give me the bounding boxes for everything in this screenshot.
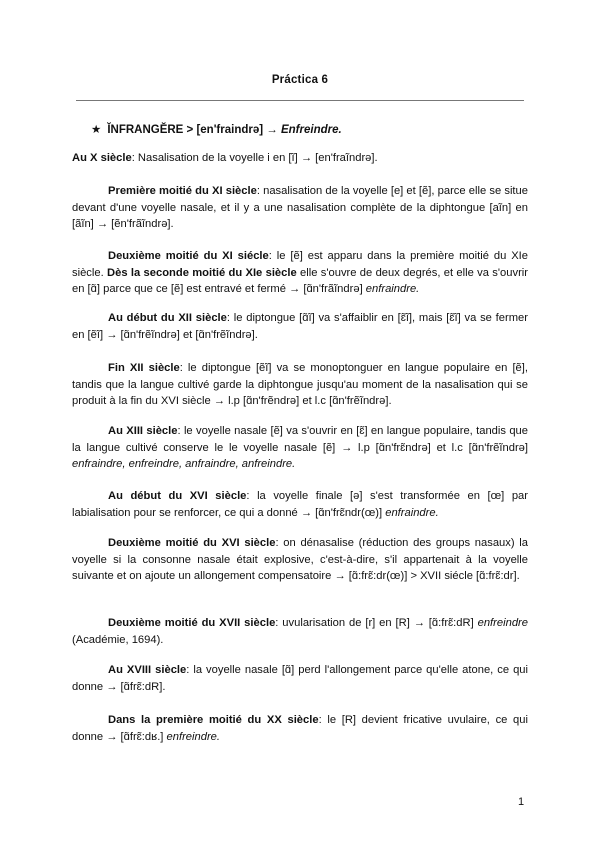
period-label: Au XVIII siècle bbox=[108, 664, 187, 676]
period-label: Au X siècle bbox=[72, 152, 132, 164]
heading-italic: Enfreindre. bbox=[280, 124, 342, 136]
period-label: Au XIII siècle bbox=[108, 425, 178, 437]
paragraph-11 bbox=[72, 712, 528, 745]
period-label: Au début du XII siècle bbox=[108, 312, 227, 324]
italic-form: enfraindre. bbox=[365, 283, 420, 296]
paragraph-text: : uvularisation de [r] en [R] → [ɑ̃:frɛ̃:dR] bbox=[275, 617, 478, 629]
paragraph-tail: (Académie, 1694). bbox=[72, 633, 164, 646]
period-label: Fin XII siècle bbox=[108, 362, 180, 374]
paragraph-text: : le diptongue [ẽĩ] va se monoptonguer en langue populaire en [ẽ], tandis que la langue cultivé garde la diphtongue jusqu'au moment de la nasalisation qui se produit à la fin du XVI siècle → l.p [ɑ̃n'frẽndrə] et l.c [ɑ̃n'frẽĩndrə]. bbox=[72, 362, 528, 408]
paragraph-text: : nasalisation de la voyelle [e] et [ẽ], parce elle se situe devant d'une voyelle nasale, et il y a une nasalisation complète de la diphtongue [aĩn] en [ãĩn] → [ẽn'frãĩndrə]. bbox=[72, 185, 528, 231]
paragraph-text: : on dénasalise (réduction des groups nasaux) la voyelle si la consonne nasale était explosive, c'est-à-dire, s'il appartenait à la voyelle suivante et on ajoute un allongement compensatoire → [ɑ̃:frɛ̃:dr(œ)] > XVII siécle [ɑ̃:frɛ̃:dr]. bbox=[72, 537, 528, 583]
period-label: Deuxième moitié du XVII siècle bbox=[108, 617, 276, 629]
paragraph-text: : la voyelle finale [ə] s'est transformée en [œ] par labialisation pour se renforcer, ce qui a donné → [ɑ̃n'frɛ̃ndr(œ)] bbox=[72, 490, 528, 519]
paragraph-text: : le [R] devient fricative uvulaire, ce qui donne → [ɑ̃frɛ̃:dʁ.] bbox=[72, 714, 528, 743]
paragraph-5 bbox=[72, 360, 528, 410]
star-bullet-icon: ★ bbox=[91, 124, 102, 136]
paragraph-4 bbox=[72, 310, 528, 343]
period-label: Au début du XVI siècle bbox=[108, 490, 247, 502]
italic-form: enfreindre. bbox=[166, 730, 221, 743]
page-title: Práctica 6 bbox=[271, 74, 329, 86]
paragraph-1 bbox=[72, 150, 528, 167]
paragraph-text-2: elle s'ouvre de deux degrés, et elle va s'ouvrir en [ɑ̃] parce que ce [ẽ] est entravé et fermé → [ɑ̃n'frãĩndrə] bbox=[72, 266, 529, 296]
paragraph-2 bbox=[72, 183, 528, 233]
paragraph-text: : Nasalisation de la voyelle i en [ĩ] → [en'fraĩndrə]. bbox=[131, 152, 378, 164]
paragraph-7 bbox=[72, 488, 528, 521]
paragraph-text: : la voyelle nasale [ɑ̃] perd l'allongement parce qu'elle atone, ce qui donne → [ɑ̃frɛ̃:dR]. bbox=[72, 664, 528, 693]
period-label: Première moitié du XI siècle bbox=[108, 185, 257, 197]
paragraph-text: : le diptongue [ɑ̃ĩ] va s'affaiblir en [ɛ̃ĩ], mais [ɛ̃ĩ] va se fermer en [ẽĩ] → [ɑ̃n'frẽĩndrə] et [ɑ̃n'frẽĩndrə]. bbox=[72, 312, 528, 341]
italic-form: enfreindre bbox=[477, 617, 528, 629]
paragraph-6 bbox=[72, 423, 528, 473]
italic-form: enfraindre. bbox=[385, 506, 439, 519]
period-label-2: Dès la seconde moitié du XIe siècle bbox=[103, 266, 297, 279]
page-number: 1 bbox=[518, 796, 525, 808]
period-label: Deuxième moitié du XVI siècle bbox=[108, 537, 276, 549]
paragraph-9 bbox=[72, 615, 528, 648]
period-label: Deuxième moitié du XI siécle bbox=[108, 250, 269, 262]
paragraph-text: : le voyelle nasale [ẽ] va s'ouvrir en [ɛ̃] en langue populaire, tandis que la langue cultivé conserve le le voyelle nasale [ẽ] → l.p [ɑ̃n'frɛ̃ndrə] et l.c [ɑ̃n'frẽĩndrə] bbox=[72, 425, 528, 454]
period-label: Dans la première moitié du XX siècle bbox=[108, 714, 319, 726]
paragraph-10 bbox=[72, 662, 528, 695]
paragraph-3 bbox=[72, 248, 528, 298]
title-divider bbox=[76, 100, 524, 101]
etymology-heading bbox=[91, 122, 342, 136]
italic-form: enfraindre, enfreindre, anfraindre, anfreindre. bbox=[72, 458, 296, 471]
paragraph-text: : le [ẽ] est apparu dans la première moitié du XIe siècle. bbox=[72, 250, 528, 279]
paragraph-8 bbox=[72, 535, 528, 585]
heading-main: ĬNFRANGĔRE > [en'fraindrə] → bbox=[107, 124, 278, 136]
